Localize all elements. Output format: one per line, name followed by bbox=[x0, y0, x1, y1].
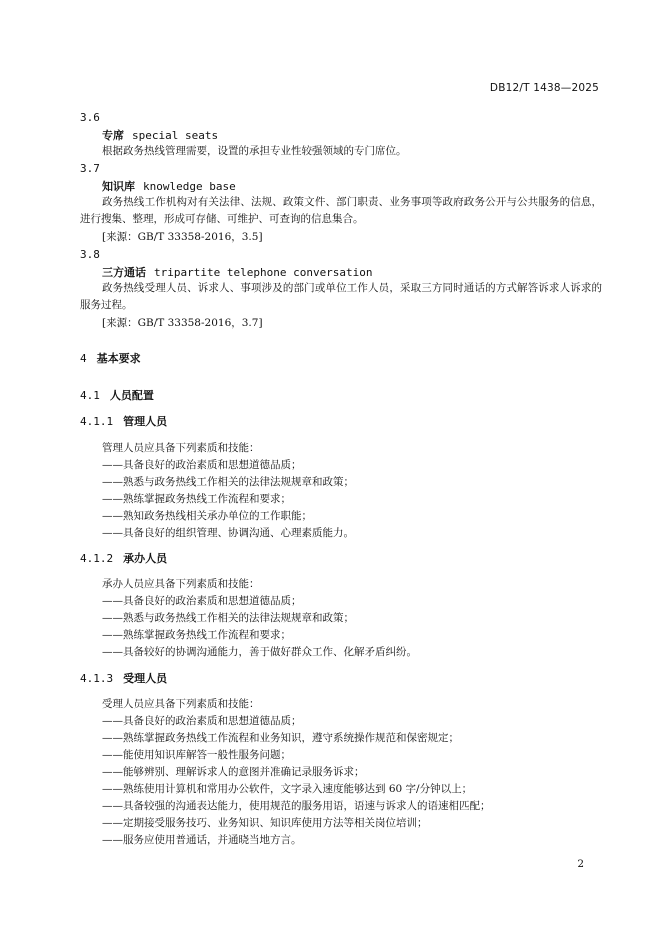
subsection-title: 受理人员 bbox=[123, 672, 168, 685]
list-item: ——具备良好的政治素质和思想道德品质； bbox=[102, 595, 302, 607]
list-intro: 管理人员应具备下列素质和技能： bbox=[102, 442, 260, 454]
term-name-cn: 专席 bbox=[102, 129, 124, 142]
subsection-heading bbox=[80, 413, 167, 429]
term-name-en: special seats bbox=[132, 129, 219, 142]
term-definition: 根据政务热线管理需要，设置的承担专业性较强领域的专门席位。 bbox=[102, 145, 407, 157]
term-heading bbox=[102, 178, 236, 194]
section-number: 4.1 bbox=[80, 389, 100, 402]
list-item: ——具备较强的沟通表达能力，使用规范的服务用语，语速与诉求人的语速相匹配； bbox=[102, 800, 491, 812]
term-name-en: knowledge base bbox=[143, 180, 236, 193]
section-number: 4 bbox=[80, 352, 87, 365]
subsection-title: 承办人员 bbox=[123, 552, 168, 565]
list-item: ——熟练掌握政务热线工作流程和业务知识，遵守系统操作规范和保密规定； bbox=[102, 732, 459, 744]
list-item: ——熟练使用计算机和常用办公软件，文字录入速度能够达到 60 字/分钟以上； bbox=[102, 783, 473, 795]
term-name-en: tripartite telephone conversation bbox=[154, 266, 373, 279]
subsection-heading bbox=[80, 550, 167, 566]
subsection-title: 管理人员 bbox=[123, 415, 168, 428]
term-source: [来源：GB/T 33358-2016，3.7] bbox=[102, 317, 263, 329]
list-item: ——熟练掌握政务热线工作流程和要求； bbox=[102, 629, 291, 641]
term-name-cn: 知识库 bbox=[102, 180, 135, 193]
clause-number: 3.6 bbox=[80, 111, 100, 124]
list-item: ——能够辨别、理解诉求人的意图并准确记录服务诉求； bbox=[102, 766, 365, 778]
term-heading bbox=[102, 264, 373, 280]
term-source: [来源：GB/T 33358-2016，3.5] bbox=[102, 231, 263, 243]
term-definition: 政务热线受理人员、诉求人、事项涉及的部门或单位工作人员，采取三方同时通话的方式解答诉求人诉求的服务过程。 bbox=[80, 282, 602, 311]
subsection-number: 4.1.3 bbox=[80, 672, 114, 685]
page-number: 2 bbox=[577, 858, 584, 870]
section-title: 人员配置 bbox=[109, 389, 154, 402]
term-name-cn: 三方通话 bbox=[102, 266, 146, 279]
document-code: DB12/T 1438—2025 bbox=[489, 82, 599, 94]
list-item: ——熟练掌握政务热线工作流程和要求； bbox=[102, 493, 291, 505]
list-item: ——熟知政务热线相关承办单位的工作职能； bbox=[102, 510, 312, 522]
list-intro: 承办人员应具备下列素质和技能： bbox=[102, 578, 260, 590]
section-heading bbox=[80, 387, 154, 403]
list-item: ——定期接受服务技巧、业务知识、知识库使用方法等相关岗位培训； bbox=[102, 817, 428, 829]
section-title: 基本要求 bbox=[96, 352, 141, 365]
subsection-heading bbox=[80, 670, 167, 686]
list-intro: 受理人员应具备下列素质和技能： bbox=[102, 698, 260, 710]
list-item: ——具备良好的政治素质和思想道德品质； bbox=[102, 459, 302, 471]
list-item: ——熟悉与政务热线工作相关的法律法规规章和政策； bbox=[102, 612, 354, 624]
section-heading bbox=[80, 350, 141, 366]
subsection-number: 4.1.2 bbox=[80, 552, 114, 565]
list-item: ——服务应使用普通话，并通晓当地方言。 bbox=[102, 834, 302, 846]
term-definition: 政务热线工作机构对有关法律、法规、政策文件、部门职责、业务事项等政府政务公开与公共服务的信息，进行搜集、整理，形成可存储、可维护、可查询的信息集合。 bbox=[80, 196, 602, 225]
term-heading bbox=[102, 127, 218, 143]
clause-number: 3.8 bbox=[80, 248, 100, 261]
list-item: ——能使用知识库解答一般性服务问题； bbox=[102, 749, 291, 761]
subsection-number: 4.1.1 bbox=[80, 415, 114, 428]
list-item: ——具备较好的协调沟通能力，善于做好群众工作、化解矛盾纠纷。 bbox=[102, 646, 417, 658]
list-item: ——具备良好的政治素质和思想道德品质； bbox=[102, 715, 302, 727]
list-item: ——熟悉与政务热线工作相关的法律法规规章和政策； bbox=[102, 476, 354, 488]
clause-number: 3.7 bbox=[80, 162, 100, 175]
list-item: ——具备良好的组织管理、协调沟通、心理素质能力。 bbox=[102, 527, 354, 539]
